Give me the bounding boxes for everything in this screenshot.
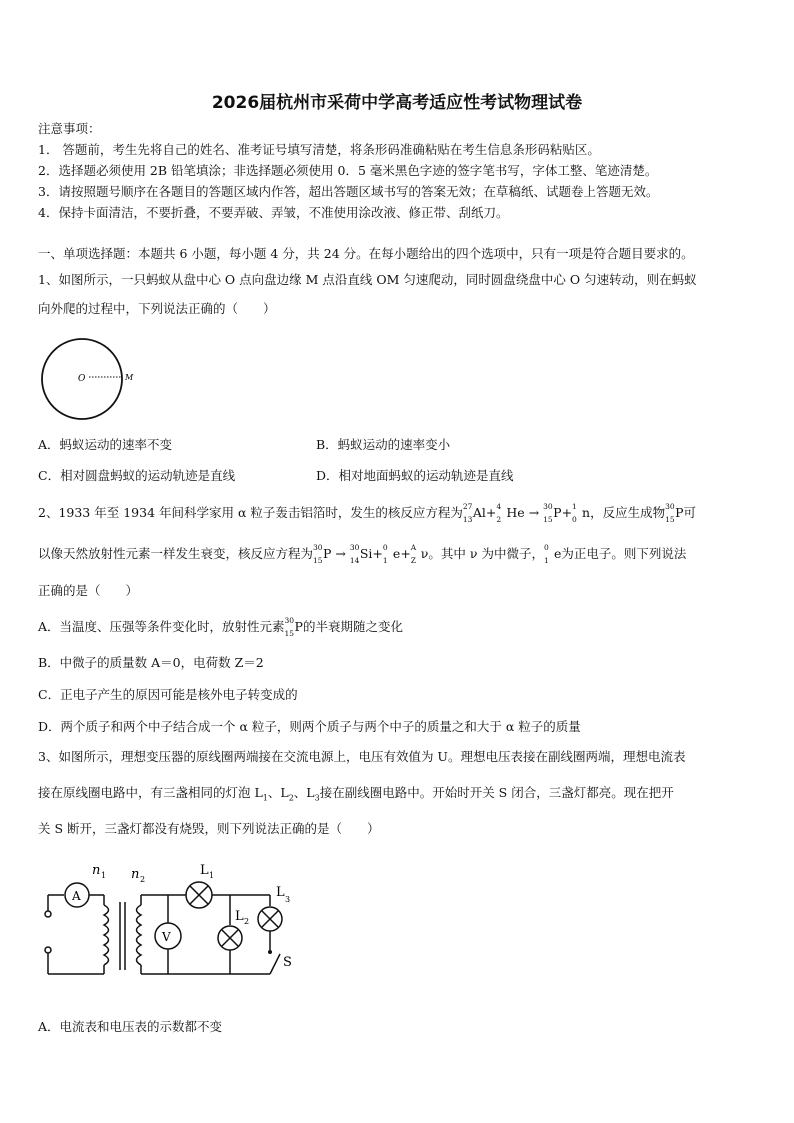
q2-stem-line2: 以像天然放射性元素一样发生衰变，核反应方程为 30 15 P → 30 14 Si+ 0 1 e+ A Z ν。其中 ν 为中微子， 0 1 e为正电子。则下列说法 (38, 543, 687, 565)
label-n1-sub: 1 (101, 871, 107, 880)
label-M: M (125, 373, 134, 382)
q2-stem-line1: 2、1933 年至 1934 年间科学家用 α 粒子轰击铝箔时，发生的核反应方程为 27 13 Al+ 4 2 He → 30 15 P+ 1 0 n，反应生成物 30 15 P可 (38, 502, 697, 524)
q2-option-d[interactable]: D．两个质子和两个中子结合成一个 α 粒子，则两个质子与两个中子的质量之和大于 α 粒子的质量 (38, 719, 581, 734)
page-title: 2026届杭州市采荷中学高考适应性考试物理试卷 (211, 93, 583, 113)
voltmeter-label: V (162, 930, 171, 944)
q1-option-b[interactable]: B．蚂蚁运动的速率变小 (316, 437, 451, 452)
switch-blade (270, 954, 280, 974)
q3-stem-line2: 接在原线圈电路中，有三盏相同的灯泡 $L_1$、$L_2$、$L_3$接在副线圈电路中。开始时开关 S 闭合，三盏灯都亮。现在把开 (38, 785, 674, 803)
notice-heading: 注意事项： (38, 121, 101, 136)
label-l3: L (276, 885, 285, 900)
q3-stem-line1: 3、如图所示，理想变压器的原线圈两端接在交流电源上，电压有效值为 U。理想电压表接在副线圈两端，理想电流表 (38, 749, 686, 764)
q1-stem-line2: 向外爬的过程中，下列说法正确的（ ） (38, 301, 276, 316)
q1-option-a[interactable]: A．蚂蚁运动的速率不变 (38, 437, 173, 452)
label-n2: n (131, 867, 140, 882)
terminal-top (45, 911, 51, 917)
label-l3-sub: 3 (285, 895, 291, 904)
q2-option-b[interactable]: B．中微子的质量数 A＝0，电荷数 Z＝2 (38, 655, 264, 670)
notice-item-2: 2．选择题必须使用 2B 铅笔填涂；非选择题必须使用 0．5 毫米黑色字迹的签字笔书写，字体工整、笔迹清楚。 (38, 163, 658, 178)
secondary-coil (137, 905, 142, 965)
label-l2: L (235, 909, 244, 924)
label-l2-sub: 2 (244, 917, 250, 926)
notice-item-4: 4．保持卡面清洁，不要折叠，不要弄破、弄皱，不准使用涂改液、修正带、刮纸刀。 (38, 205, 509, 220)
notice-item-1: 1． 答题前，考生先将自己的姓名、准考证号填写清楚，将条形码准确粘贴在考生信息条形码粘贴区。 (38, 142, 600, 157)
q2-option-c[interactable]: C．正电子产生的原因可能是核外电子转变成的 (38, 687, 298, 702)
label-n2-sub: 2 (140, 875, 146, 884)
notice-item-3: 3．请按照题号顺序在各题目的答题区域内作答，超出答题区域书写的答案无效；在草稿纸、试题卷上答题无效。 (38, 184, 659, 199)
q2-option-a[interactable]: A．当温度、压强等条件变化时，放射性元素 30 15 P的半衰期随之变化 (38, 616, 403, 638)
label-s: S (283, 955, 292, 970)
switch-contact (268, 950, 272, 954)
primary-coil (104, 905, 109, 965)
label-n1: n (92, 863, 101, 878)
q1-stem-line1: 1、如图所示，一只蚂蚁从盘中心 O 点向盘边缘 M 点沿直线 OM 匀速爬动，同时圆盘绕盘中心 O 匀速转动，则在蚂蚁 (38, 272, 697, 287)
ammeter-label: A (72, 889, 81, 903)
label-l1: L (200, 863, 209, 878)
q3-circuit-figure (40, 862, 310, 987)
terminal-bottom (45, 947, 51, 953)
q2-stem-line3: 正确的是（ ） (38, 583, 139, 598)
q1-option-c[interactable]: C．相对圆盘蚂蚁的运动轨迹是直线 (38, 468, 236, 483)
q3-stem-line3: 关 S 断开，三盏灯都没有烧毁，则下列说法正确的是（ ） (38, 821, 380, 836)
section-heading: 一、单项选择题：本题共 6 小题，每小题 4 分，共 24 分。在每小题给出的四个选项中，只有一项是符合题目要求的。 (38, 246, 694, 261)
q3-option-a[interactable]: A．电流表和电压表的示数都不变 (38, 1019, 223, 1034)
q1-disc-figure (40, 337, 134, 427)
q1-option-d[interactable]: D．相对地面蚂蚁的运动轨迹是直线 (316, 468, 514, 483)
label-O: O (78, 374, 86, 384)
label-l1-sub: 1 (209, 871, 215, 880)
